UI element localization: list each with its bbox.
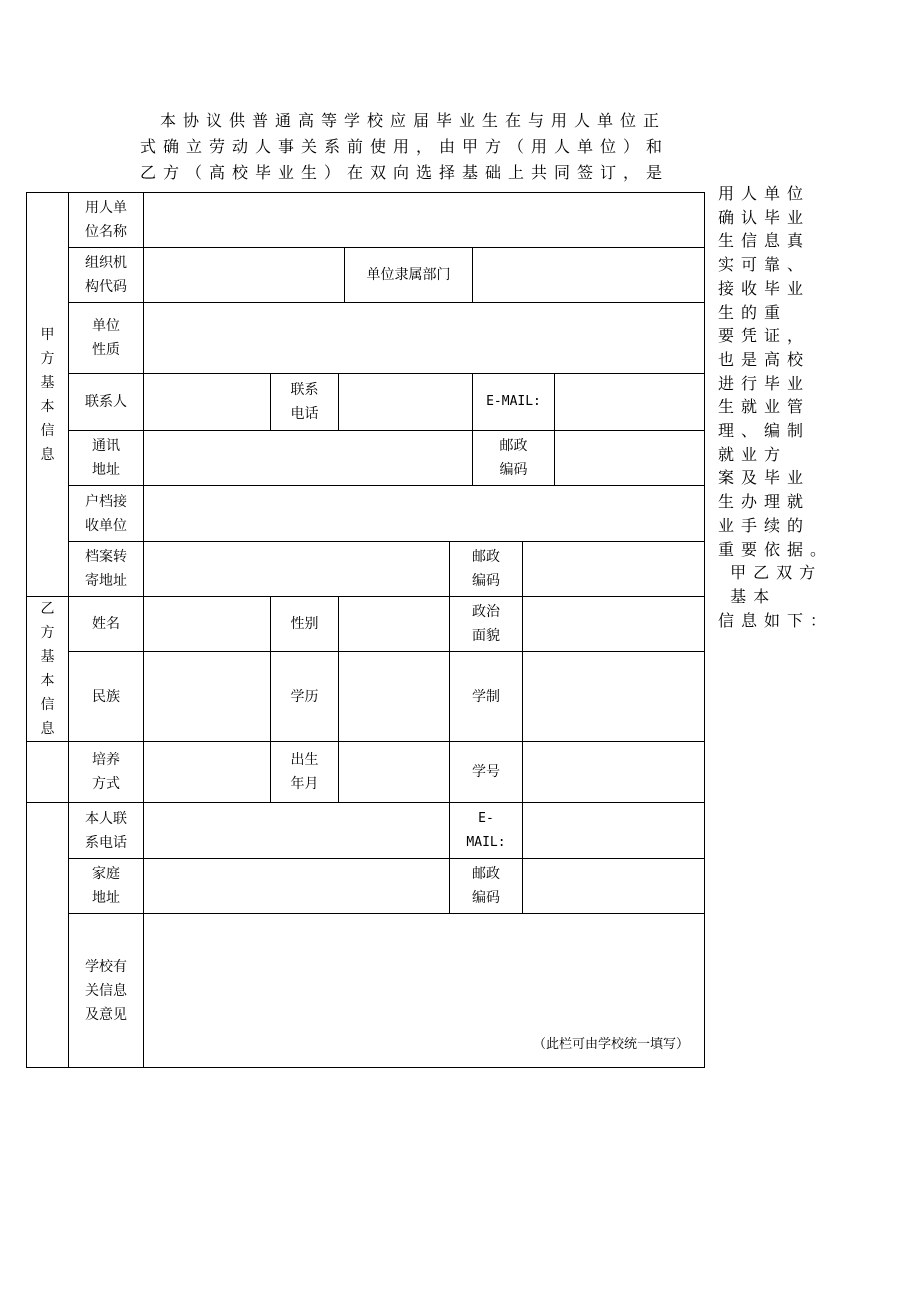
- department-label: 单位隶属部门: [366, 267, 451, 283]
- side-line: 也是高校: [718, 349, 811, 369]
- department-label-cell: [344, 247, 473, 303]
- birth-label-cell: [270, 741, 339, 803]
- training-mode-field[interactable]: [143, 741, 271, 803]
- org-code-field[interactable]: [143, 247, 345, 303]
- student-id-field[interactable]: [522, 741, 705, 803]
- ethnicity-label: 民族: [92, 688, 120, 705]
- home-address-label: 家庭 地址: [92, 866, 120, 906]
- training-mode-label: 培养 方式: [92, 752, 120, 792]
- education-field[interactable]: [338, 651, 450, 742]
- political-label-cell: [449, 596, 523, 652]
- side-line: 基本: [718, 586, 777, 606]
- student-id-label: 学号: [472, 764, 500, 780]
- name-label: 姓名: [92, 616, 120, 632]
- school-opinion-note: （此栏可由学校统一填写）: [532, 1037, 689, 1052]
- employer-name-label: 用人单 位名称: [85, 200, 127, 240]
- contact-phone-label: 联系 电话: [290, 382, 319, 422]
- side-line: 业手续的: [718, 515, 811, 535]
- email-b-field[interactable]: [522, 802, 705, 859]
- home-address-field[interactable]: [143, 858, 450, 914]
- postal-a2-label-cell: [449, 541, 523, 597]
- education-label-cell: [270, 651, 339, 742]
- study-length-field[interactable]: [522, 651, 705, 742]
- own-phone-field[interactable]: [143, 802, 450, 859]
- address-label: 通讯 地址: [92, 438, 120, 478]
- contact-person-label-cell: [68, 373, 144, 431]
- unit-nature-label-cell: [68, 302, 144, 374]
- birth-label: 出生 年月: [290, 752, 319, 792]
- section-b-header: [26, 596, 69, 742]
- side-line: 实可靠、: [718, 255, 811, 275]
- name-label-cell: [68, 596, 144, 652]
- study-length-label: 学制: [472, 688, 500, 705]
- contact-phone-field[interactable]: [338, 373, 473, 431]
- ethnicity-label-cell: [68, 651, 144, 742]
- study-length-label-cell: [449, 651, 523, 742]
- section-a-header: [26, 192, 69, 597]
- email-b-label-cell: [449, 802, 523, 859]
- contact-person-field[interactable]: [143, 373, 271, 431]
- email-a-label-cell: [472, 373, 555, 431]
- archive-address-field[interactable]: [143, 541, 450, 597]
- postal-b-label: 邮政 编码: [472, 866, 500, 906]
- employer-name-label-cell: [68, 192, 144, 248]
- side-line: 案及毕业: [718, 468, 811, 488]
- section-b-spacer-1: [26, 741, 69, 803]
- school-opinion-label: 学校有 关信息 及意见: [85, 958, 127, 1023]
- section-b-spacer-2: [26, 802, 69, 1068]
- gender-field[interactable]: [338, 596, 450, 652]
- school-opinion-field[interactable]: [143, 913, 705, 1068]
- org-code-label-cell: [68, 247, 144, 303]
- side-line: 接收毕业: [718, 278, 811, 298]
- political-field[interactable]: [522, 596, 705, 652]
- side-line: 确认毕业: [718, 207, 811, 227]
- side-line: 信息如下：: [718, 610, 834, 630]
- school-opinion-label-cell: [68, 913, 144, 1068]
- archive-address-label: 档案转 寄地址: [85, 549, 127, 589]
- birth-field[interactable]: [338, 741, 450, 803]
- student-id-label-cell: [449, 741, 523, 803]
- side-line: 进行毕业: [718, 373, 811, 393]
- ethnicity-field[interactable]: [143, 651, 271, 742]
- address-field[interactable]: [143, 430, 473, 486]
- archive-address-label-cell: [68, 541, 144, 597]
- department-field[interactable]: [472, 247, 705, 303]
- postal-a2-field[interactable]: [522, 541, 705, 597]
- postal-b-field[interactable]: [522, 858, 705, 914]
- archive-unit-label-cell: [68, 485, 144, 542]
- unit-nature-field[interactable]: [143, 302, 705, 374]
- side-line: 就业方: [718, 444, 788, 464]
- org-code-label: 组织机 构代码: [85, 255, 127, 295]
- email-a-field[interactable]: [554, 373, 705, 431]
- name-field[interactable]: [143, 596, 271, 652]
- side-line: 生就业管: [718, 397, 811, 417]
- intro-line: 乙方（高校毕业生）在双向选择基础上共同签订，是: [140, 163, 670, 182]
- side-line: 要凭证，: [718, 326, 811, 346]
- email-a-label: E-MAIL:: [486, 394, 541, 409]
- side-line: 生信息真: [718, 231, 811, 251]
- side-line: 生办理就: [718, 492, 811, 512]
- side-line: 理、编制: [718, 421, 811, 441]
- archive-unit-field[interactable]: [143, 485, 705, 542]
- postal-a2-label: 邮政 编码: [472, 549, 500, 589]
- gender-label: 性别: [290, 616, 319, 632]
- side-line: 用人单位: [718, 184, 811, 203]
- gender-label-cell: [270, 596, 339, 652]
- postal-b-label-cell: [449, 858, 523, 914]
- postal-a1-field[interactable]: [554, 430, 705, 486]
- postal-a1-label: 邮政 编码: [499, 438, 528, 478]
- email-b-label: E- MAIL:: [466, 810, 506, 850]
- postal-a1-label-cell: [472, 430, 555, 486]
- side-line: 生的重: [718, 302, 788, 322]
- side-line: 重要依据。: [718, 539, 834, 559]
- side-paragraph: [718, 182, 868, 632]
- intro-line: 本协议供普通高等学校应届毕业生在与用人单位正: [160, 111, 667, 130]
- home-address-label-cell: [68, 858, 144, 914]
- own-phone-label: 本人联 系电话: [85, 810, 127, 851]
- section-a-label: 甲 方 基 本 信 息: [40, 326, 55, 463]
- unit-nature-label: 单位 性质: [92, 318, 120, 358]
- contact-person-label: 联系人: [85, 394, 127, 410]
- intro-line: 式确立劳动人事关系前使用，由甲方（用人单位）和: [140, 137, 670, 156]
- archive-unit-label: 户档接 收单位: [85, 493, 127, 534]
- education-label: 学历: [290, 688, 319, 705]
- contact-phone-label-cell: [270, 373, 339, 431]
- political-label: 政治 面貌: [472, 604, 500, 644]
- address-label-cell: [68, 430, 144, 486]
- employer-name-field[interactable]: [143, 192, 705, 248]
- section-b-label: 乙 方 基 本 信 息: [40, 601, 55, 737]
- training-mode-label-cell: [68, 741, 144, 803]
- side-line: 甲乙双方: [718, 563, 823, 583]
- intro-paragraph: [140, 108, 770, 186]
- own-phone-label-cell: [68, 802, 144, 859]
